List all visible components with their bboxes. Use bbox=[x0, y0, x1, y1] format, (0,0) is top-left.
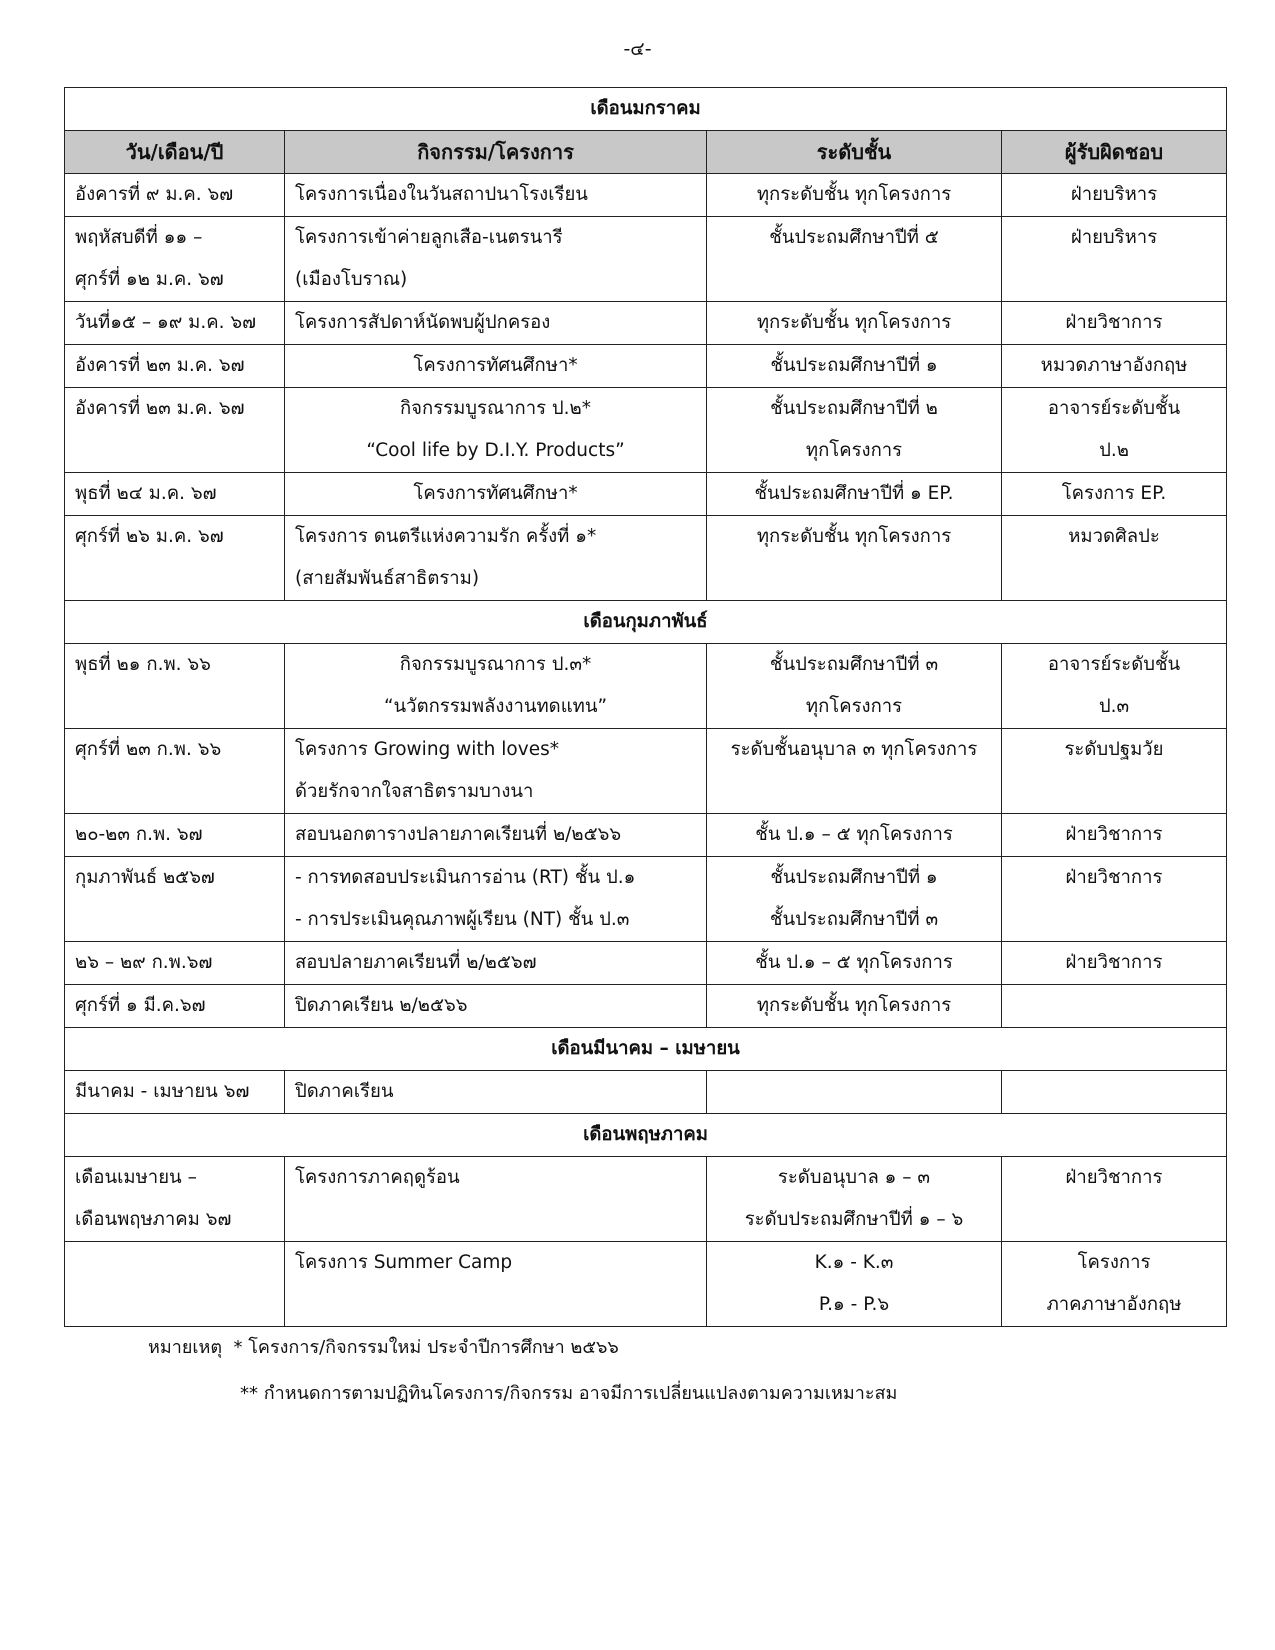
column-header: กิจกรรม/โครงการ bbox=[285, 131, 707, 174]
owner-cell bbox=[1002, 729, 1227, 814]
note-line-2: ** กำหนดการตามปฏิทินโครงการ/กิจกรรม อาจมีการเปลี่ยนแปลงตามความเหมาะสม bbox=[240, 1383, 898, 1404]
activity-cell bbox=[285, 1242, 707, 1327]
owner-cell bbox=[1002, 302, 1227, 345]
date-cell-line: ศุกร์ที่ ๑๒ ม.ค. ๖๗ bbox=[75, 269, 224, 290]
level-cell-line: ชั้น ป.๑ – ๕ ทุกโครงการ bbox=[755, 952, 953, 973]
activity-cell-line: - การประเมินคุณภาพผู้เรียน (NT) ชั้น ป.๓ bbox=[295, 909, 630, 930]
owner-cell-line: อาจารย์ระดับชั้น bbox=[1047, 654, 1181, 675]
month-heading: เดือนมกราคม bbox=[65, 88, 1227, 131]
owner-cell bbox=[1002, 942, 1227, 985]
owner-cell bbox=[1002, 345, 1227, 388]
table-row bbox=[65, 174, 1227, 217]
activity-cell-line: “Cool life by D.I.Y. Products” bbox=[366, 440, 625, 461]
owner-cell-line: ฝ่ายวิชาการ bbox=[1065, 952, 1163, 973]
owner-cell-line: ฝ่ายวิชาการ bbox=[1065, 824, 1163, 845]
date-cell-line: วันที่๑๕ – ๑๙ ม.ค. ๖๗ bbox=[75, 312, 257, 333]
date-cell bbox=[65, 1071, 285, 1114]
column-header: วัน/เดือน/ปี bbox=[65, 131, 285, 174]
table-row bbox=[65, 644, 1227, 729]
activity-cell bbox=[285, 729, 707, 814]
page-number: -๔- bbox=[623, 38, 652, 60]
table-row bbox=[65, 1071, 1227, 1114]
level-cell bbox=[707, 729, 1002, 814]
month-heading-row bbox=[65, 1028, 1227, 1071]
table-row bbox=[65, 1157, 1227, 1242]
date-cell-line: ๒๐-๒๓ ก.พ. ๖๗ bbox=[75, 824, 203, 845]
level-cell-line: ทุกโครงการ bbox=[805, 440, 903, 461]
table-row bbox=[65, 1242, 1227, 1327]
activity-cell-line: กิจกรรมบูรณาการ ป.๒* bbox=[399, 398, 592, 419]
activity-cell-line: - การทดสอบประเมินการอ่าน (RT) ชั้น ป.๑ bbox=[295, 867, 636, 888]
activity-cell-line: โครงการ Summer Camp bbox=[295, 1252, 513, 1273]
date-cell-line: ศุกร์ที่ ๒๖ ม.ค. ๖๗ bbox=[75, 526, 224, 547]
level-cell bbox=[707, 985, 1002, 1028]
activity-cell-line: โครงการเข้าค่ายลูกเสือ-เนตรนารี bbox=[295, 227, 563, 248]
table-row bbox=[65, 217, 1227, 302]
date-cell-line: อังคารที่ ๒๓ ม.ค. ๖๗ bbox=[75, 355, 245, 376]
date-cell bbox=[65, 388, 285, 473]
activity-cell bbox=[285, 302, 707, 345]
date-cell-line: เดือนพฤษภาคม ๖๗ bbox=[75, 1209, 232, 1230]
activity-cell bbox=[285, 942, 707, 985]
table-row bbox=[65, 985, 1227, 1028]
column-header: ระดับชั้น bbox=[707, 131, 1002, 174]
date-cell-line: ๒๖ – ๒๙ ก.พ.๖๗ bbox=[75, 952, 213, 973]
activity-cell bbox=[285, 1157, 707, 1242]
date-cell bbox=[65, 217, 285, 302]
owner-cell-line: ฝ่ายวิชาการ bbox=[1065, 867, 1163, 888]
level-cell-line: ชั้นประถมศึกษาปีที่ ๒ bbox=[770, 398, 938, 419]
date-cell-line: มีนาคม - เมษายน ๖๗ bbox=[75, 1081, 250, 1102]
level-cell bbox=[707, 388, 1002, 473]
date-cell-line: กุมภาพันธ์ ๒๕๖๗ bbox=[75, 867, 215, 888]
owner-cell bbox=[1002, 388, 1227, 473]
activity-cell bbox=[285, 217, 707, 302]
level-cell-line: ชั้นประถมศึกษาปีที่ ๓ bbox=[769, 654, 939, 675]
owner-cell bbox=[1002, 985, 1227, 1028]
month-heading: เดือนกุมภาพันธ์ bbox=[65, 601, 1227, 644]
level-cell-line: ทุกโครงการ bbox=[805, 696, 903, 717]
activity-cell-line: โครงการสัปดาห์นัดพบผู้ปกครอง bbox=[295, 312, 551, 333]
date-cell bbox=[65, 1242, 285, 1327]
table-row bbox=[65, 857, 1227, 942]
activity-cell bbox=[285, 1071, 707, 1114]
date-cell-line: พุธที่ ๒๔ ม.ค. ๖๗ bbox=[75, 483, 217, 504]
date-cell bbox=[65, 1157, 285, 1242]
activity-cell-line: สอบปลายภาคเรียนที่ ๒/๒๕๖๗ bbox=[295, 952, 537, 973]
activity-cell-line: โครงการทัศนศึกษา* bbox=[413, 483, 578, 504]
level-cell-line: P.๑ - P.๖ bbox=[818, 1294, 890, 1315]
date-cell bbox=[65, 174, 285, 217]
level-cell-line: ชั้น ป.๑ – ๕ ทุกโครงการ bbox=[755, 824, 953, 845]
owner-cell-line: ระดับปฐมวัย bbox=[1064, 739, 1164, 760]
owner-cell-line: ภาคภาษาอังกฤษ bbox=[1046, 1294, 1182, 1315]
level-cell bbox=[707, 1242, 1002, 1327]
date-cell bbox=[65, 302, 285, 345]
schedule-table bbox=[64, 87, 1227, 1327]
activity-cell-line: โครงการทัศนศึกษา* bbox=[413, 355, 578, 376]
activity-cell-line: (สายสัมพันธ์สาธิตราม) bbox=[295, 568, 480, 589]
date-cell-line: พุธที่ ๒๑ ก.พ. ๖๖ bbox=[75, 654, 211, 675]
level-cell bbox=[707, 302, 1002, 345]
month-heading-row bbox=[65, 601, 1227, 644]
activity-cell bbox=[285, 388, 707, 473]
table-row bbox=[65, 729, 1227, 814]
owner-cell bbox=[1002, 174, 1227, 217]
level-cell bbox=[707, 217, 1002, 302]
table-row bbox=[65, 473, 1227, 516]
column-header-row bbox=[65, 131, 1227, 174]
table-row bbox=[65, 516, 1227, 601]
note-label: หมายเหตุ bbox=[148, 1337, 223, 1358]
activity-cell-line: โครงการ Growing with loves* bbox=[295, 739, 559, 760]
date-cell bbox=[65, 942, 285, 985]
owner-cell-line: โครงการ bbox=[1077, 1252, 1151, 1273]
date-cell-line: ศุกร์ที่ ๒๓ ก.พ. ๖๖ bbox=[75, 739, 222, 760]
month-heading: เดือนมีนาคม – เมษายน bbox=[65, 1028, 1227, 1071]
date-cell-line: เดือนเมษายน – bbox=[75, 1167, 197, 1188]
owner-cell-line: ฝ่ายวิชาการ bbox=[1065, 1167, 1163, 1188]
date-cell bbox=[65, 516, 285, 601]
level-cell-line: ชั้นประถมศึกษาปีที่ ๑ bbox=[770, 867, 938, 888]
owner-cell-line: ฝ่ายบริหาร bbox=[1070, 184, 1158, 205]
level-cell-line: ระดับประถมศึกษาปีที่ ๑ – ๖ bbox=[744, 1209, 964, 1230]
activity-cell-line: โครงการ ดนตรีแห่งความรัก ครั้งที่ ๑* bbox=[295, 526, 597, 547]
activity-cell-line: “นวัตกรรมพลังงานทดแทน” bbox=[383, 696, 608, 717]
date-cell bbox=[65, 473, 285, 516]
level-cell bbox=[707, 857, 1002, 942]
table-row bbox=[65, 814, 1227, 857]
level-cell bbox=[707, 174, 1002, 217]
owner-cell bbox=[1002, 217, 1227, 302]
owner-cell bbox=[1002, 516, 1227, 601]
date-cell-line: อังคารที่ ๙ ม.ค. ๖๗ bbox=[75, 184, 234, 205]
month-heading: เดือนพฤษภาคม bbox=[65, 1114, 1227, 1157]
owner-cell-line: ฝ่ายวิชาการ bbox=[1065, 312, 1163, 333]
note-line-1 bbox=[148, 1332, 619, 1361]
activity-cell bbox=[285, 516, 707, 601]
date-cell bbox=[65, 644, 285, 729]
level-cell-line: ทุกระดับชั้น ทุกโครงการ bbox=[756, 312, 952, 333]
level-cell-line: ชั้นประถมศึกษาปีที่ ๑ EP. bbox=[754, 483, 954, 504]
column-header: ผู้รับผิดชอบ bbox=[1002, 131, 1227, 174]
level-cell-line: ชั้นประถมศึกษาปีที่ ๕ bbox=[769, 227, 939, 248]
level-cell-line: ระดับอนุบาล ๑ – ๓ bbox=[777, 1167, 931, 1188]
owner-cell-line: หมวดภาษาอังกฤษ bbox=[1040, 355, 1188, 376]
level-cell-line: ทุกระดับชั้น ทุกโครงการ bbox=[756, 184, 952, 205]
owner-cell bbox=[1002, 473, 1227, 516]
date-cell bbox=[65, 345, 285, 388]
level-cell bbox=[707, 345, 1002, 388]
level-cell bbox=[707, 473, 1002, 516]
activity-cell-line: กิจกรรมบูรณาการ ป.๓* bbox=[399, 654, 592, 675]
activity-cell-line: ด้วยรักจากใจสาธิตรามบางนา bbox=[295, 781, 534, 802]
level-cell bbox=[707, 1071, 1002, 1114]
level-cell-line: ชั้นประถมศึกษาปีที่ ๑ bbox=[770, 355, 938, 376]
activity-cell bbox=[285, 345, 707, 388]
owner-cell-line: ฝ่ายบริหาร bbox=[1070, 227, 1158, 248]
level-cell bbox=[707, 516, 1002, 601]
activity-cell-line: สอบนอกตารางปลายภาคเรียนที่ ๒/๒๕๖๖ bbox=[295, 824, 622, 845]
activity-cell bbox=[285, 644, 707, 729]
date-cell bbox=[65, 814, 285, 857]
owner-cell-line: อาจารย์ระดับชั้น bbox=[1047, 398, 1181, 419]
activity-cell bbox=[285, 814, 707, 857]
owner-cell bbox=[1002, 1157, 1227, 1242]
date-cell-line: ศุกร์ที่ ๑ มี.ค.๖๗ bbox=[75, 995, 206, 1016]
owner-cell-line: ป.๒ bbox=[1099, 440, 1129, 461]
activity-cell-line: โครงการภาคฤดูร้อน bbox=[295, 1167, 460, 1188]
owner-cell-line: ป.๓ bbox=[1098, 696, 1130, 717]
owner-cell bbox=[1002, 644, 1227, 729]
level-cell bbox=[707, 1157, 1002, 1242]
level-cell-line: ทุกระดับชั้น ทุกโครงการ bbox=[756, 526, 952, 547]
activity-cell-line: ปิดภาคเรียน ๒/๒๕๖๖ bbox=[295, 995, 468, 1016]
table-row bbox=[65, 345, 1227, 388]
activity-cell-line: (เมืองโบราณ) bbox=[295, 269, 408, 290]
activity-cell bbox=[285, 473, 707, 516]
owner-cell-line: หมวดศิลปะ bbox=[1068, 526, 1160, 547]
table-row bbox=[65, 942, 1227, 985]
level-cell bbox=[707, 644, 1002, 729]
date-cell-line: พฤหัสบดีที่ ๑๑ – bbox=[75, 227, 203, 248]
level-cell-line: ระดับชั้นอนุบาล ๓ ทุกโครงการ bbox=[730, 739, 978, 760]
activity-cell-line: ปิดภาคเรียน bbox=[295, 1081, 394, 1102]
level-cell bbox=[707, 942, 1002, 985]
date-cell bbox=[65, 857, 285, 942]
activity-cell-line: โครงการเนื่องในวันสถาปนาโรงเรียน bbox=[295, 184, 588, 205]
note-text-1: * โครงการ/กิจกรรมใหม่ ประจำปีการศึกษา ๒๕๖๖ bbox=[233, 1337, 619, 1358]
owner-cell bbox=[1002, 814, 1227, 857]
activity-cell bbox=[285, 857, 707, 942]
activity-cell bbox=[285, 174, 707, 217]
table-row bbox=[65, 302, 1227, 345]
level-cell bbox=[707, 814, 1002, 857]
owner-cell bbox=[1002, 1071, 1227, 1114]
date-cell bbox=[65, 985, 285, 1028]
owner-cell bbox=[1002, 857, 1227, 942]
month-heading-row bbox=[65, 1114, 1227, 1157]
month-heading-row bbox=[65, 88, 1227, 131]
activity-cell bbox=[285, 985, 707, 1028]
date-cell-line: อังคารที่ ๒๓ ม.ค. ๖๗ bbox=[75, 398, 245, 419]
level-cell-line: K.๑ - K.๓ bbox=[814, 1252, 894, 1273]
table-row bbox=[65, 388, 1227, 473]
owner-cell bbox=[1002, 1242, 1227, 1327]
level-cell-line: ชั้นประถมศึกษาปีที่ ๓ bbox=[769, 909, 939, 930]
date-cell bbox=[65, 729, 285, 814]
level-cell-line: ทุกระดับชั้น ทุกโครงการ bbox=[756, 995, 952, 1016]
owner-cell-line: โครงการ EP. bbox=[1061, 483, 1167, 504]
